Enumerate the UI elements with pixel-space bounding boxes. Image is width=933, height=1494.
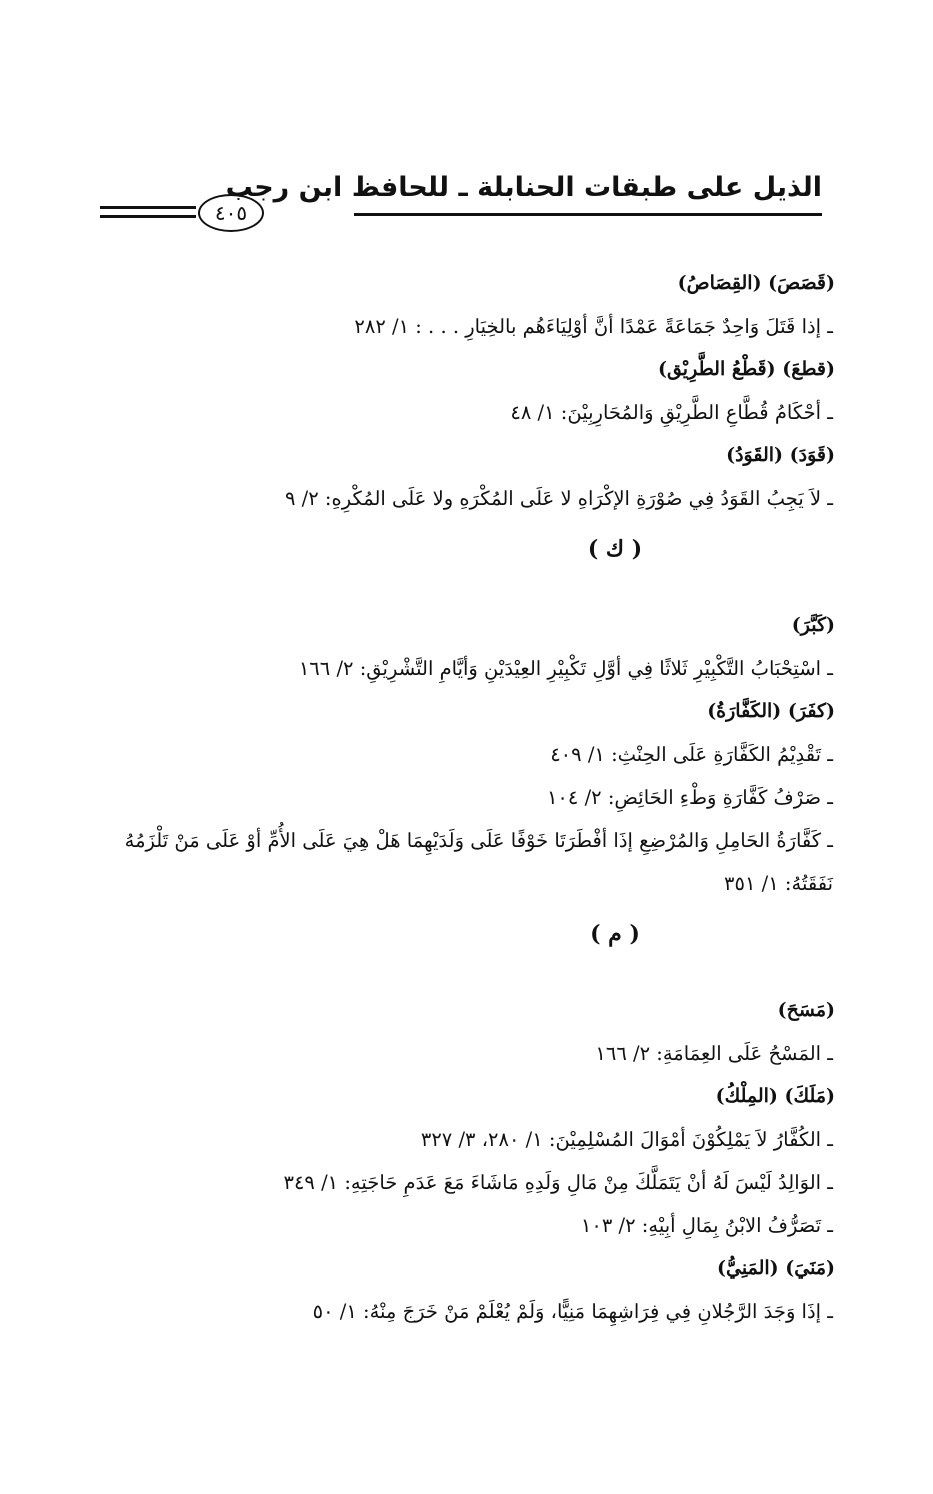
index-heading: (مَنَيَ) (المَنِيُّ) [717,1257,835,1279]
index-entry: ـ اسْتِحْبَابُ التَّكْبِيْرِ ثَلاثًا فِي أوَّلِ تَكْبِيْرِ العِيْدَيْنِ وَأيَّامِ التَّشْرِيْقِ: ٢/ ١٦٦ [298,657,833,680]
index-entry: ـ تَصَرُّفُ الابْنُ بِمَالِ أبِيْهِ: ٢/ ١٠٣ [580,1214,833,1237]
running-header [100,168,822,238]
index-entry: ـ أحْكَامُ قُطَّاعِ الطَّرِيْقِ وَالمُحَارِبِيْنَ: ١/ ٤٨ [510,401,833,424]
index-entry: ـ إذا قَتَلَ وَاحِدٌ جَمَاعَةً عَمْدًا أنَّ أوْلِيَاءَهُم بالخِيَارِ . . . : ١/ ٢٨٢ [354,315,833,338]
index-heading: (قَصَصَ) (القِصَاصُ) [677,272,835,294]
index-heading: (كفَرَ) (الكَفَّارَةُ) [707,700,835,722]
index-heading: (مَسَحَ) [777,999,835,1021]
book-title: الذيل على طبقات الحنابلة ـ للحافظ ابن رجب [225,172,822,203]
letter-divider: ( م ) [590,921,640,947]
index-heading: (مَلَكَ) (المِلْكُ) [715,1085,835,1107]
spacer [95,578,835,604]
index-entry: ـ المَسْحُ عَلَى العِمَامَةِ: ٢/ ١٦٦ [595,1042,833,1065]
index-entry: ـ إذَا وَجَدَ الرَّجُلانِ فِي فِرَاشِهِمَا مَنِيًّا، وَلَمْ يُعْلَمْ مَنْ خَرَجَ مِنْهُ: ١/ ٥٠ [312,1300,833,1323]
spacer [95,963,835,989]
index-heading: (كَبَّرَ) [791,614,835,636]
letter-divider: ( ك ) [587,536,643,562]
header-rule-left-top [100,206,196,209]
index-entry: ـ صَرْفُ كَفَّارَةِ وَطْءِ الحَائِضِ: ٢/ ١٠٤ [546,786,833,809]
index-entry: ـ الكُفَّارُ لاَ يَمْلِكُوْنَ أمْوَالَ المُسْلِمِيْنَ: ١/ ٢٨٠، ٣/ ٣٢٧ [420,1128,833,1151]
index-entry: ـ لاَ يَجِبُ القَوَدُ فِي صُوْرَةِ الإكْرَاهِ لا عَلَى المُكْرَهِ ولا عَلَى المُكْرِهِ: ٢/ ٩ [284,487,833,510]
header-rule [354,213,822,216]
header-rule-left-bottom [100,215,196,218]
index-heading: (قطعَ) (قَطْعُ الطَّرِيْق) [657,358,835,380]
index-content [95,262,835,1333]
index-heading: (قَوَدَ) (القَوَدُ) [726,444,835,466]
index-entry: ـ تَقْدِيْمُ الكَفَّارَةِ عَلَى الحِنْثِ: ١/ ٤٠٩ [550,743,833,766]
index-entry: ـ الوَالِدُ لَيْسَ لَهُ أنْ يَتَمَلَّكَ مِنْ مَالِ وَلَدِهِ مَاشَاءَ مَعَ عَدَمِ حَاجَتِهِ: ١/ ٣٤٩ [283,1171,833,1194]
index-entry: ـ كَفَّارَةُ الحَامِلِ وَالمُرْضِعِ إذَا أفْطَرَتَا خَوْفًا عَلَى وَلَدَيْهِمَا هَلْ هِيَ عَلَى الأُمِّ أوْ عَلَى مَنْ تَلْزَمُهُ نَفَقَتُهُ: ١/ ٣٥١ [124,829,833,895]
page-number: ٤٠٥ [198,194,264,232]
